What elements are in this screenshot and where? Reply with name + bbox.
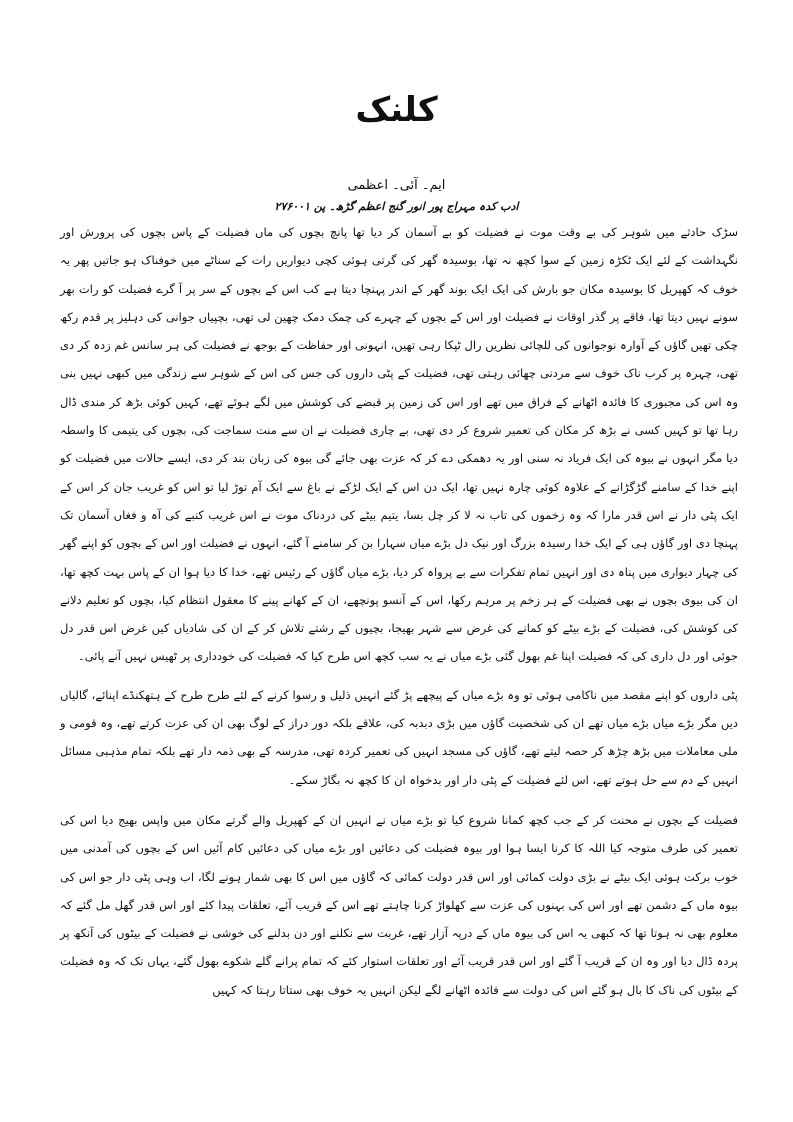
paragraph: پٹی داروں کو اپنے مقصد میں ناکامی ہوئی تو وہ بڑے میاں کے پیچھے پڑ گئے انہیں ذلیل و رسوا کرنے کے لئے طرح طرح کے ہتھکنڈے اپنائے، گالیاں دیں مگر بڑے میاں بڑے میاں تھے ان کی شخصیت گاؤں میں بڑی دبدبہ کی، علاقے بلکہ دور دراز کے لوگ بھی ان کی عزت کرتے تھے، وہ قومی و ملی معاملات میں بڑھ چڑھ کر حصہ لیتے تھے، گاؤں کی مسجد انہیں کی تعمیر کردہ تھی، مدرسہ کے بھی ذمہ دار تھے بلکہ تمام مذہبی مسائل انہیں کے دم سے حل ہوتے تھے، اس لئے فضیلت کے پٹی دار اور بدخواہ ان کا کچھ نہ بگاڑ سکے۔: [60, 687, 738, 787]
story-body: [60, 218, 738, 1016]
paragraph: فضیلت کے بچوں نے محنت کر کے جب کچھ کمانا شروع کیا تو بڑے میاں نے انہیں ان کے کھپریل والے گرتے مکان میں واپس بھیج دیا اس کی تعمیر کی طرف متوجہ کیا اللہ کا کرنا ایسا ہوا اور بیوہ فضیلت کی دعائیں اور بڑے میاں کی دعائیں کام آئیں اس کے بچوں کی آمدنی میں خوب برکت ہوئی ایک بیٹے نے بڑی دولت کمائی اور اس قدر دولت کمائی کہ گاؤں میں اس کا بھی شمار ہونے لگا، اب وہی پٹی دار جو اس کی بیوہ ماں کے دشمن تھے اور اس کی بہنوں کی عزت سے کھلواڑ کرنا چاہتے تھے اس کے قریب آئے، تعلقات پیدا کئے اور اس قدر گھل مل گئے کہ معلوم بھی نہ ہوتا تھا کہ کبھی یہ اس کی بیوہ ماں کے درپہ آزار تھے، غربت سے نکلنے اور دن بدلنے کی خوشی نے فضیلت کے بیٹوں کی آنکھ پر پردہ ڈال دیا اور وہ ان کے قریب آ گئے اور اس قدر قریب آئے اور تعلقات استوار کئے کہ تمام پرانے گلے شکوے بھول گئے، یہاں تک کہ وہ فضیلت کے بیٹوں کی ناک کا بال ہو گئے اس کی دولت سے فائدہ اٹھانے لگے لیکن انہیں یہ خوف بھی ستاتا رہتا کہ کہیں: [60, 812, 738, 997]
author-name: ایم۔ آئی۔ اعظمی: [347, 178, 446, 193]
author-affiliation: ادب کدہ مہراج پور انور گنج اعظم گڑھ۔ پن ۲۷۶۰۰۱: [274, 200, 519, 213]
story-title: کلنک: [355, 90, 438, 130]
paragraph: سڑک حادثے میں شوہر کی بے وقت موت نے فضیلت کو بے آسمان کر دیا تھا پانچ بچوں کی ماں فضیلت کے پاس بچوں کی پرورش اور نگہداشت کے لئے ایک ٹکڑہ زمین کے سوا کچھ نہ تھا، بوسیدہ گھر کی گرتی ہوئی کچی دیواریں رات کے سناٹے میں خوفناک ہو جاتیں پھر یہ خوف کہ کھپریل کا بوسیدہ مکان جو بارش کی ایک ایک بوند گھر کے اندر پہنچا دیتا ہے کب اس کے بچوں کے سر پر آ گرے فضیلت کو رات بھر سونے نہیں دیتا تھا، فاقے پر گذر اوقات نے فضیلت اور اس کے بچوں کے چہرے کی چمک دمک چھین لی تھی، بچپیاں جوانی کی دہلیز پر قدم رکھ چکی تھیں گاؤں کے آوارہ نوجوانوں کی للچائی نظریں رال ٹپکا رہی تھیں، انہونی اور حفاظت کے بوجھ نے فضیلت کی ہر سانس غم زدہ کر دی تھی، چہرہ پر کرب ناک خوف سے مردنی چھائی رہتی تھی، فضیلت کے پٹی داروں کی جس کی اس کے شوہر سے زندگی میں کبھی نہیں بنی وہ اس کی مجبوری کا فائدہ اٹھانے کے فراق میں تھے اور اس کی زمین پر قبضے کی کوشش میں لگے ہوئے تھے، کہیں کوئی بڑھ کر مندی ڈال رہا تھا تو کہیں کسی نے بڑھ کر مکان کی تعمیر شروع کر دی تھی، بے چاری فضیلت نے ان سے منت سماجت کی، بچوں کی یتیمی کا واسطہ دیا مگر انہوں نے بیوہ کی ایک فریاد نہ سنی اور یہ دھمکی دے کر کہ عزت بھی جائے گی بیوہ کی زبان بند کر دی، ایسے حالات میں فضیلت کو اپنے خدا کے سامنے گڑگڑانے کے علاوہ کوئی چارہ نہیں تھا، ایک دن اس کے ایک لڑکے نے باغ سے ایک آم توڑ لیا تو اس کو غریب جان کر اس کے ایک پٹی دار نے اس قدر مارا کہ وہ زخموں کی تاب نہ لا کر چل بسا، یتیم بیٹے کی دردناک موت نے اس غریب کنبے کی آہ و فغاں آسمان تک پہنچا دی اور گاؤں ہی کے ایک خدا رسیدہ بزرگ اور نیک دل بڑے میاں سہارا بن کر سامنے آ گئے، انہوں نے فضیلت اور اس کے بچوں کو اپنے گھر کی چہار دیواری میں پناہ دی اور انہیں تمام تفکرات سے بے پرواہ کر دیا، بڑے میاں گاؤں کے رئیس تھے، خدا کا دیا ہوا ان کے پاس بہت کچھ تھا، ان کی بیوی بچوں نے بھی فضیلت کے ہر زخم پر مرہم رکھا، اس کے آنسو پونچھے، ان کے کھانے پینے کا معقول انتظام کیا، بچوں کو تعلیم دلانے کی کوشش کی، فضیلت کے بڑے بیٹے کو کمانے کی غرض سے شہر بھیجا، بچیوں کے رشتے تلاش کر کے ان کی شادیاں کیں غرض اس قدر دل جوئی اور دل داری کی کہ فضیلت اپنا غم بھول گئی بڑے میاں نے یہ سب کچھ اس طرح کیا کہ فضیلت کی خودداری پر ٹھیس نہیں آنے پائی۔: [60, 225, 738, 664]
